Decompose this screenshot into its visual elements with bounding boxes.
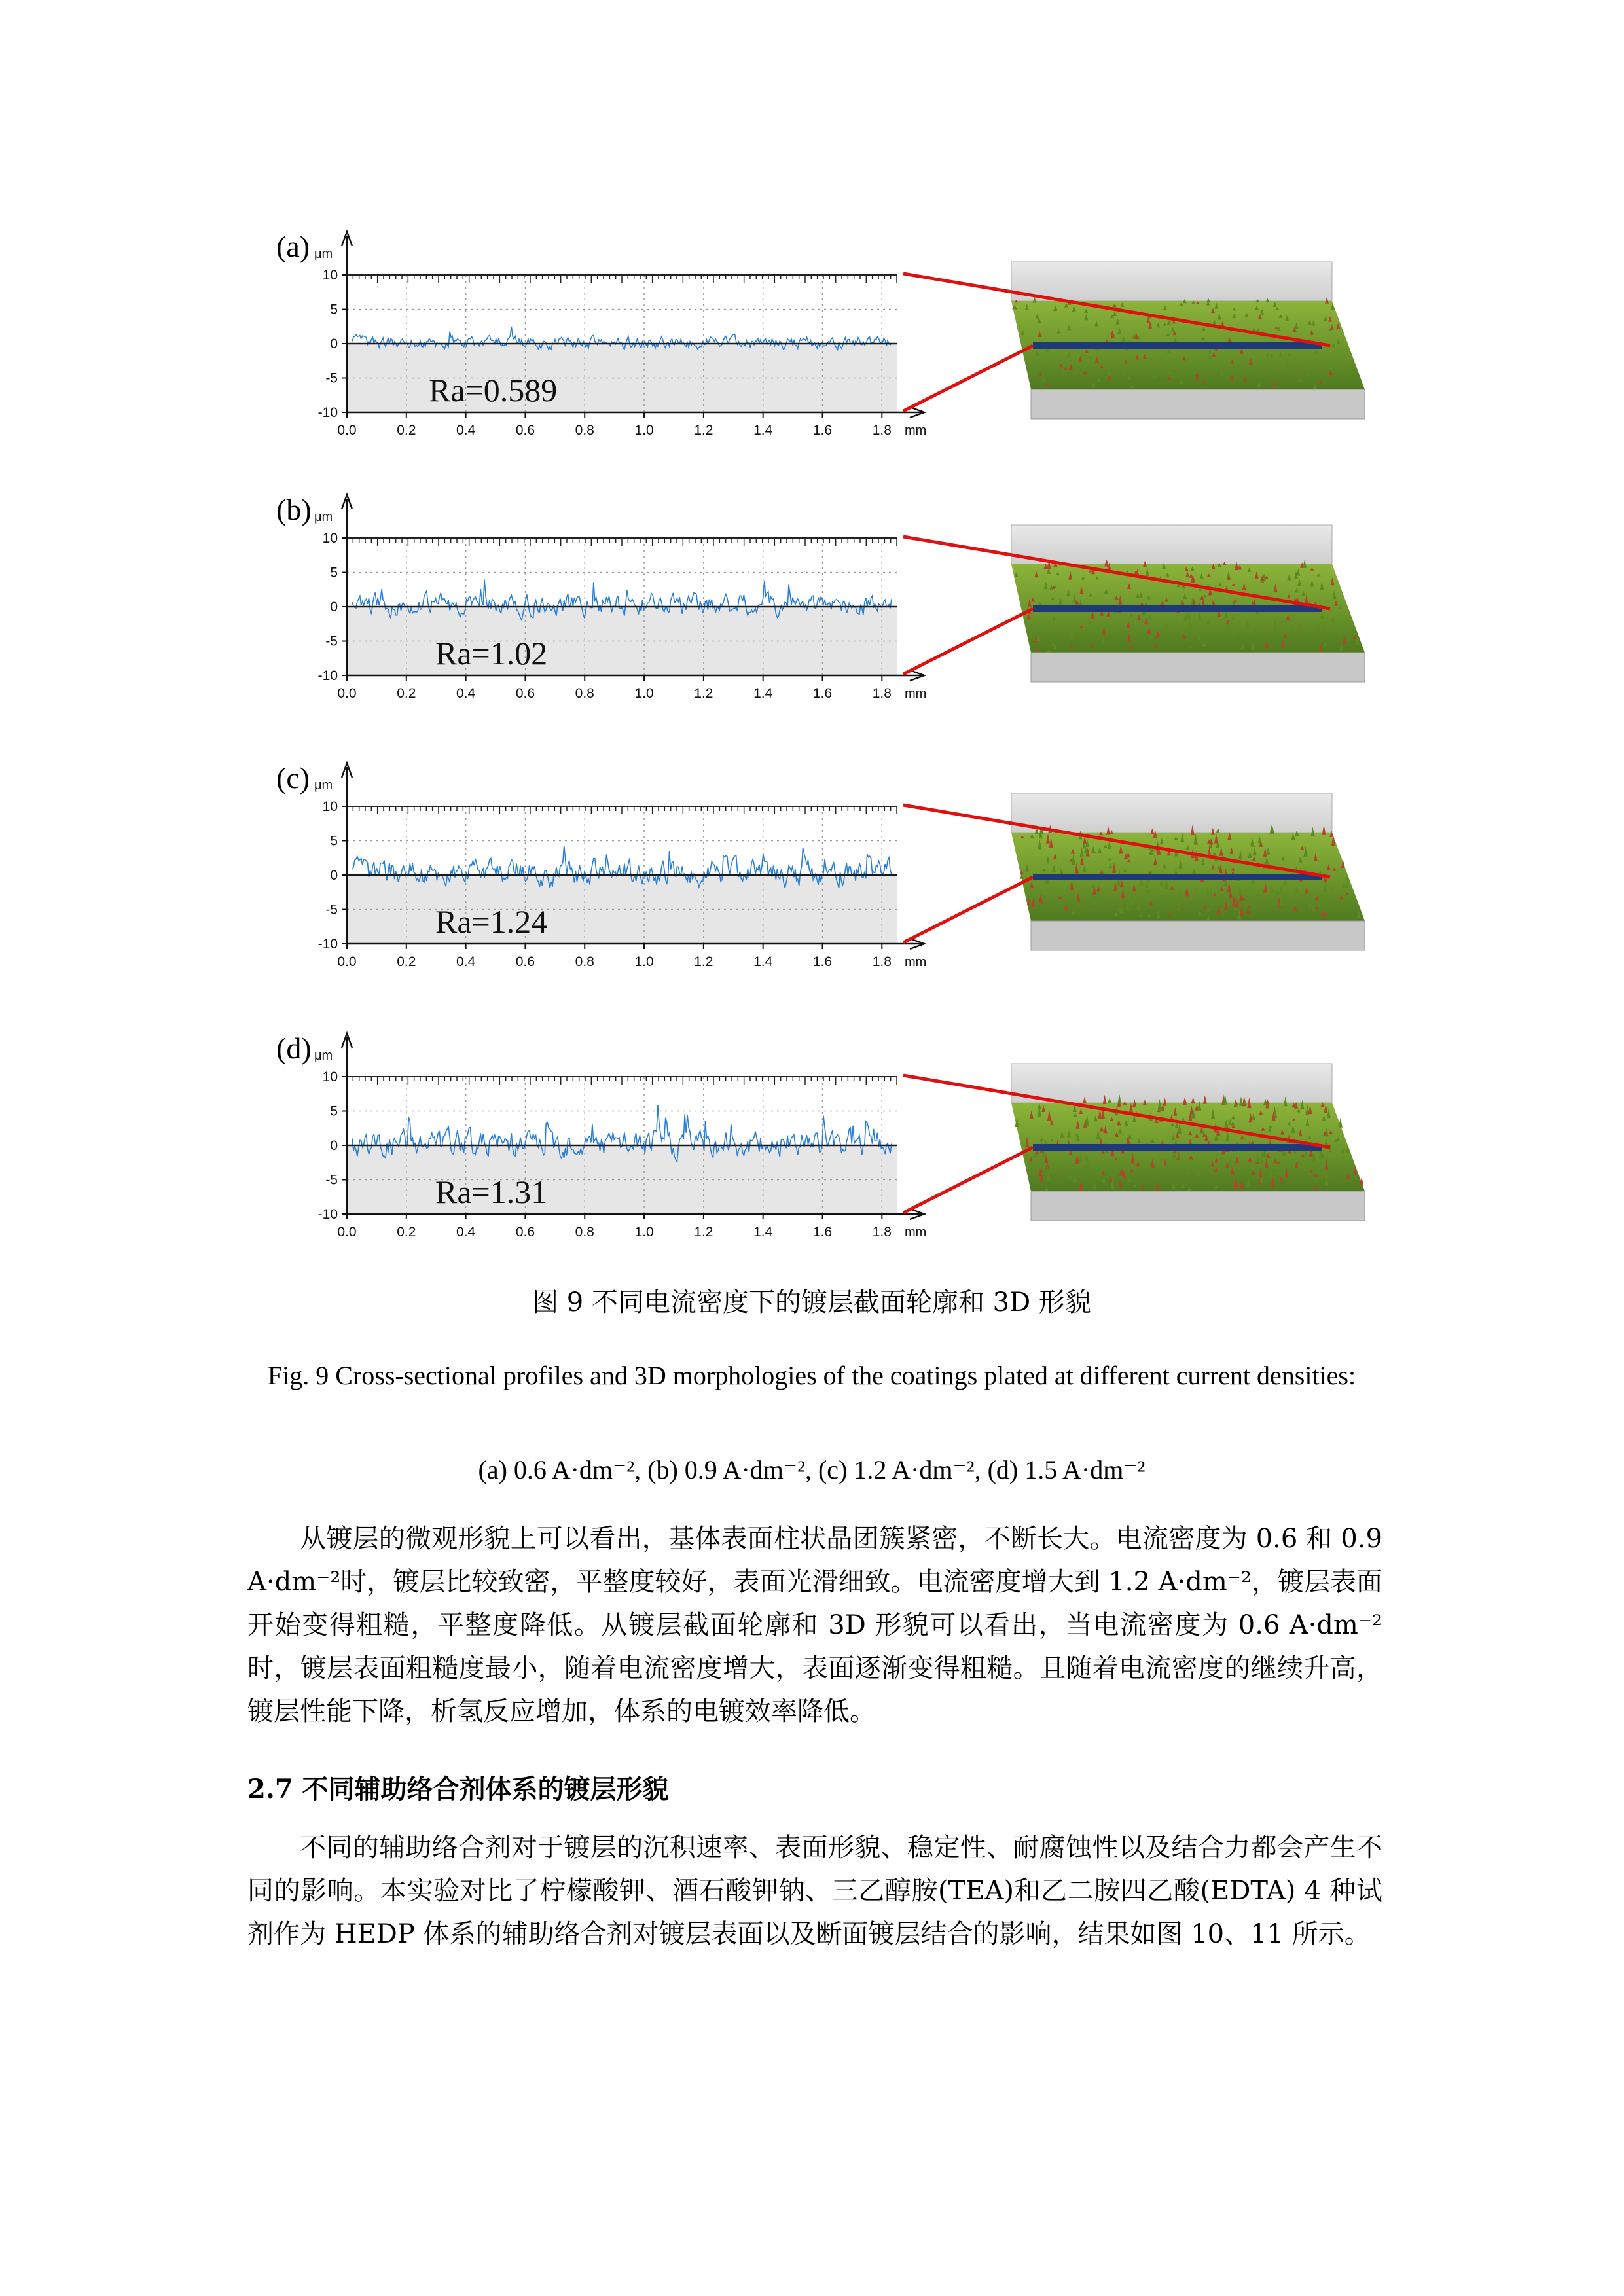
x-tick-label: 1.6 <box>812 423 833 438</box>
y-tick-label: -5 <box>325 1172 338 1188</box>
surface-base <box>1031 1191 1365 1221</box>
zoom-line-lower <box>903 609 1033 674</box>
x-tick-label: 0.8 <box>575 1225 594 1240</box>
x-tick-label: 0.0 <box>337 686 357 701</box>
figure-caption-conditions: (a) 0.6 A·dm⁻², (b) 0.9 A·dm⁻², (c) 1.2 A·dm⁻², (d) 1.5 A·dm⁻² <box>478 1455 1146 1484</box>
x-tick-label: 0.8 <box>575 423 594 438</box>
roughness-label: Ra=1.31 <box>435 1174 548 1210</box>
body-paragraph-2: 不同的辅助络合剂对于镀层的沉积速率、表面形貌、稳定性、耐腐蚀性以及结合力都会产生不同的影响。本实验对比了柠檬酸钾、酒石酸钾钠、三乙醇胺(TEA)和乙二胺四乙酸(EDTA) 4 种试剂作为 HEDP 体系的辅助络合剂对镀层表面以及断面镀层结合的影响，结果如图 10、11 所示。 <box>247 1833 1382 1949</box>
figure-caption-english: Fig. 9 Cross-sectional profiles and 3D morphologies of the coatings plated at different current densities: <box>267 1361 1356 1390</box>
x-tick-label: 1.8 <box>872 686 892 701</box>
x-tick-label: 0.8 <box>575 686 594 701</box>
y-unit-label: μm <box>314 510 333 524</box>
x-tick-label: 1.8 <box>872 1225 892 1240</box>
x-tick-label: 0.8 <box>575 954 594 969</box>
y-tick-label: 10 <box>322 531 338 546</box>
x-unit-label: mm <box>905 687 927 701</box>
panel-a <box>276 230 1365 438</box>
y-tick-label: -10 <box>317 1207 338 1222</box>
x-tick-label: 0.4 <box>456 954 476 969</box>
x-tick-label: 0.0 <box>337 1225 357 1240</box>
y-tick-label: -5 <box>325 370 338 386</box>
x-tick-label: 1.0 <box>634 954 654 969</box>
y-unit-label: μm <box>314 778 333 793</box>
panel-d <box>276 1031 1365 1240</box>
roughness-label: Ra=1.02 <box>435 635 548 672</box>
x-tick-label: 0.4 <box>456 423 476 438</box>
x-tick-label: 1.4 <box>753 686 773 701</box>
surface-back-wall <box>1011 262 1332 301</box>
x-tick-label: 0.4 <box>456 686 476 701</box>
panel-label: (b) <box>276 493 312 526</box>
x-tick-label: 1.0 <box>634 423 654 438</box>
x-tick-label: 0.6 <box>515 1225 535 1240</box>
x-tick-label: 1.4 <box>753 423 773 438</box>
y-tick-label: -10 <box>317 937 338 952</box>
x-tick-label: 0.0 <box>337 954 357 969</box>
x-unit-label: mm <box>905 1225 927 1240</box>
body-paragraph-1: 从镀层的微观形貌上可以看出，基体表面柱状晶团簇紧密，不断长大。电流密度为 0.6 和 0.9 A·dm⁻²时，镀层比较致密，平整度较好，表面光滑细致。电流密度增大到 1.2 A·dm⁻²，镀层表面开始变得粗糙，平整度降低。从镀层截面轮廓和 3D 形貌可以看出，当电流密度为 0.6 A·dm⁻²时，镀层表面粗糙度最小，随着电流密度增大，表面逐渐变得粗糙。且随着电流密度的继续升高，镀层性能下降，析氢反应增加，体系的电镀效率降低。 <box>247 1524 1382 1727</box>
x-tick-label: 0.6 <box>515 954 535 969</box>
x-tick-label: 1.4 <box>753 1225 773 1240</box>
surface-base <box>1031 653 1365 682</box>
panel-b <box>276 493 1365 701</box>
y-tick-label: 5 <box>330 565 338 581</box>
x-tick-label: 1.6 <box>812 954 833 969</box>
zoom-line-lower <box>903 346 1033 411</box>
roughness-label: Ra=1.24 <box>435 903 548 940</box>
surface-back-wall <box>1011 1064 1332 1103</box>
surface-back-wall <box>1011 793 1332 833</box>
surface-base <box>1031 921 1365 950</box>
x-tick-label: 0.2 <box>397 686 416 701</box>
zoom-line-lower <box>903 1147 1033 1213</box>
surface-back-wall <box>1011 525 1332 564</box>
roughness-label: Ra=0.589 <box>429 372 558 408</box>
panel-label: (d) <box>276 1031 312 1065</box>
x-tick-label: 0.2 <box>397 954 416 969</box>
y-tick-label: 0 <box>330 600 338 615</box>
y-tick-label: -10 <box>317 405 338 420</box>
x-tick-label: 1.0 <box>634 686 654 701</box>
x-tick-label: 1.2 <box>694 423 713 438</box>
zoom-line-lower <box>903 877 1033 942</box>
x-tick-label: 0.2 <box>397 423 416 438</box>
y-tick-label: -5 <box>325 634 338 649</box>
y-tick-label: 10 <box>322 799 338 814</box>
x-tick-label: 1.6 <box>812 1225 833 1240</box>
y-tick-label: -10 <box>317 668 338 683</box>
y-tick-label: 5 <box>330 833 338 849</box>
x-unit-label: mm <box>905 955 927 969</box>
x-tick-label: 0.2 <box>397 1225 416 1240</box>
panel-label: (c) <box>276 761 310 795</box>
x-tick-label: 1.2 <box>694 1225 713 1240</box>
y-unit-label: μm <box>314 247 333 261</box>
x-tick-label: 1.0 <box>634 1225 654 1240</box>
x-tick-label: 0.4 <box>456 1225 476 1240</box>
figure-caption-chinese: 图 9 不同电流密度下的镀层截面轮廓和 3D 形貌 <box>532 1287 1091 1318</box>
y-tick-label: 5 <box>330 302 338 317</box>
x-tick-label: 0.6 <box>515 423 535 438</box>
x-tick-label: 1.8 <box>872 423 892 438</box>
x-unit-label: mm <box>905 423 927 438</box>
panel-c <box>276 761 1365 969</box>
x-tick-label: 0.0 <box>337 423 357 438</box>
y-tick-label: 10 <box>322 1069 338 1085</box>
x-tick-label: 0.6 <box>515 686 535 701</box>
section-heading-2-7: 2.7 不同辅助络合剂体系的镀层形貌 <box>247 1774 669 1804</box>
y-tick-label: 0 <box>330 336 338 351</box>
x-tick-label: 1.8 <box>872 954 892 969</box>
y-tick-label: 0 <box>330 868 338 883</box>
x-tick-label: 1.2 <box>694 954 713 969</box>
y-tick-label: 0 <box>330 1138 338 1153</box>
y-tick-label: 5 <box>330 1103 338 1119</box>
x-tick-label: 1.4 <box>753 954 773 969</box>
x-tick-label: 1.2 <box>694 686 713 701</box>
x-tick-label: 1.6 <box>812 686 833 701</box>
y-tick-label: 10 <box>322 268 338 283</box>
y-tick-label: -5 <box>325 902 338 918</box>
y-unit-label: μm <box>314 1049 333 1063</box>
panel-label: (a) <box>276 230 310 263</box>
surface-base <box>1031 389 1365 419</box>
